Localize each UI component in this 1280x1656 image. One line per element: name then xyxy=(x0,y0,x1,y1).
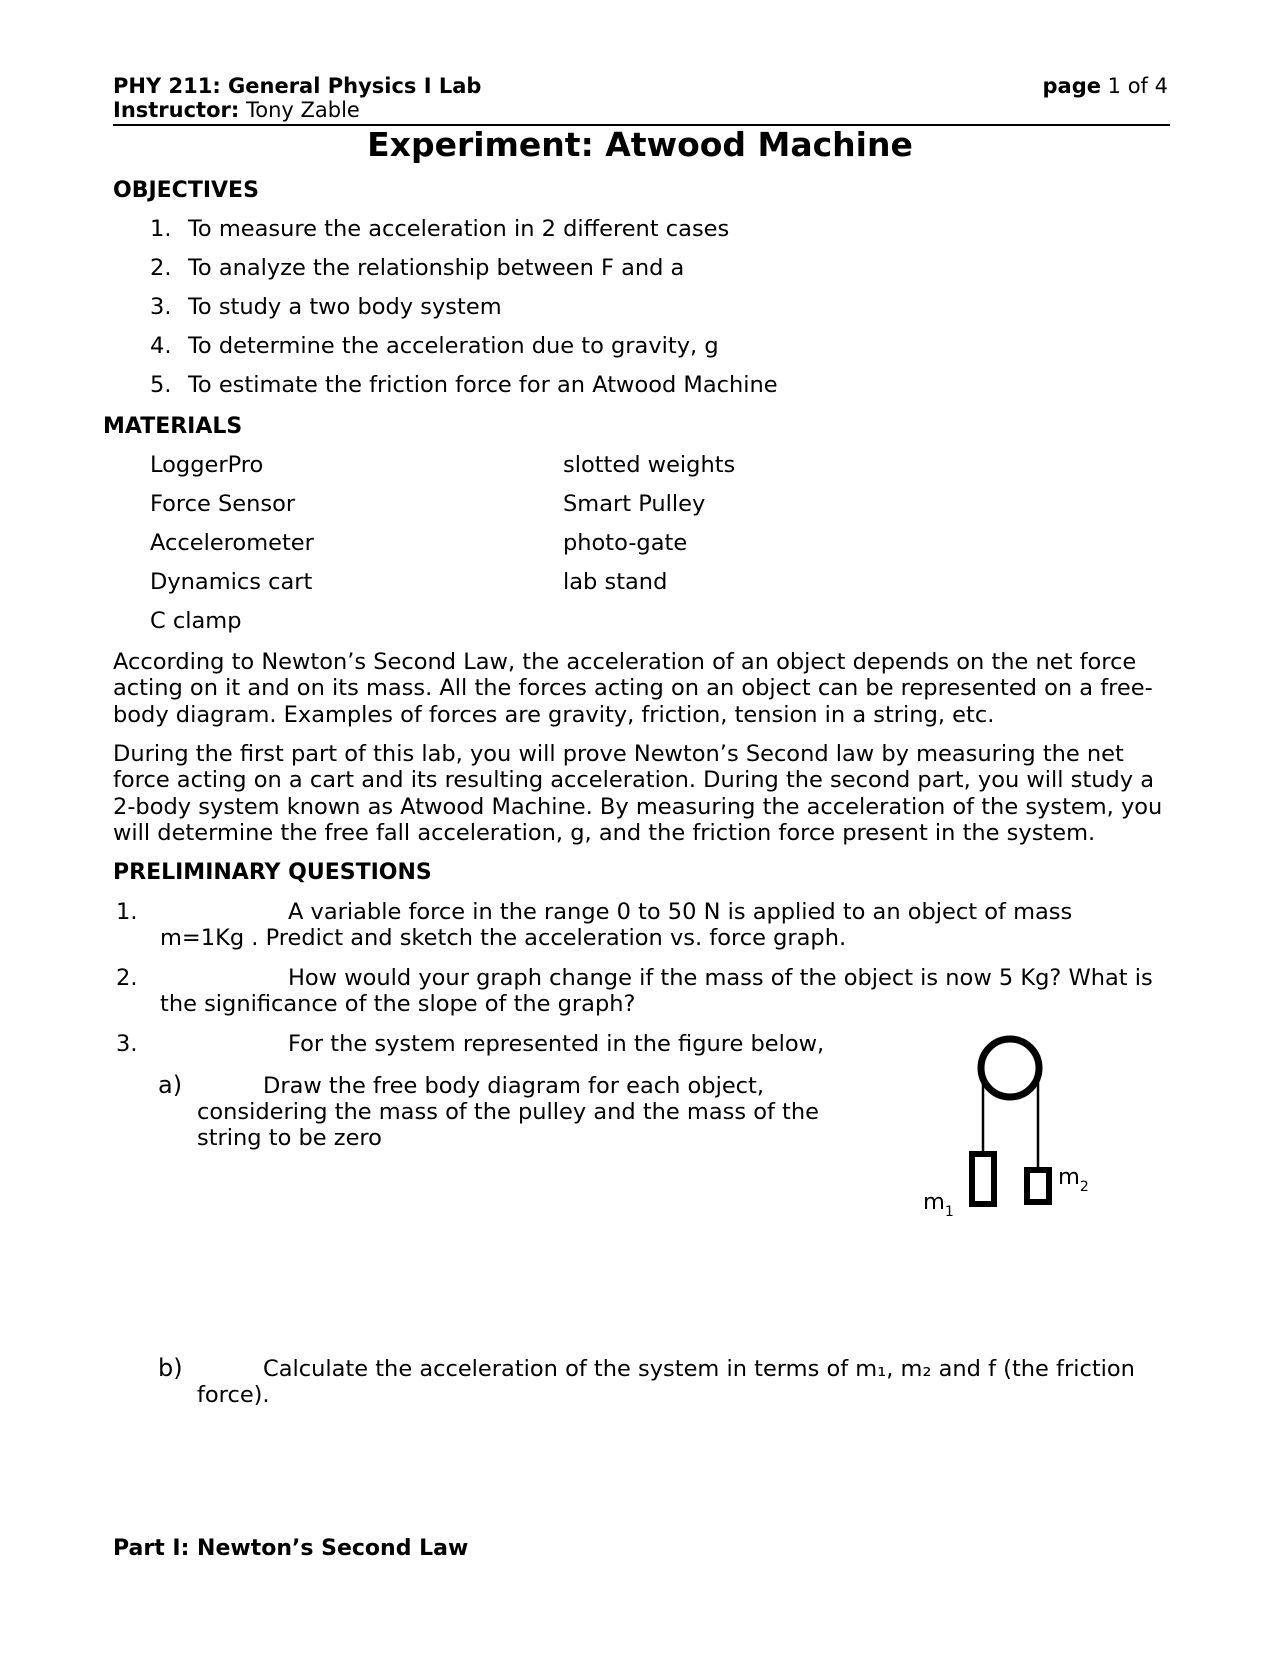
intro-paragraph-2: During the first part of this lab, you will prove Newton’s Second law by measuring the net force acting on a cart and its resulting acceleration. During the second part, you will study a 2-body system known as Atwood Machine. By measuring the acceleration of the system, you will determine the free fall acceleration, g, and the friction force present in the system. xyxy=(113,741,1163,846)
objective-number: 1. xyxy=(150,216,172,242)
material-item: C clamp xyxy=(150,608,242,634)
preliminary-heading: PRELIMINARY QUESTIONS xyxy=(113,860,432,885)
subquestion-text: Draw the free body diagram for each object, xyxy=(263,1073,765,1099)
objectives-heading: OBJECTIVES xyxy=(113,178,259,203)
objective-number: 3. xyxy=(150,294,172,320)
question-text: the significance of the slope of the graph? xyxy=(160,991,636,1017)
material-item: LoggerPro xyxy=(150,452,264,478)
mass-block-m1 xyxy=(972,1154,994,1204)
material-item: slotted weights xyxy=(563,452,736,478)
instructor-name: Tony Zable xyxy=(245,98,360,122)
intro-paragraph-1: According to Newton’s Second Law, the acceleration of an object depends on the net force acting on it and on its mass. All the forces acting on an object can be represented on a free-body diagram. Examples of forces are gravity, friction, tension in a string, etc. xyxy=(113,649,1153,728)
objective-number: 2. xyxy=(150,255,172,281)
subquestion-text: string to be zero xyxy=(197,1125,382,1151)
question-number: 2. xyxy=(116,965,138,991)
objective-text: To measure the acceleration in 2 different cases xyxy=(188,216,730,242)
mass-label-m2-sub: 2 xyxy=(1079,1179,1089,1195)
question-text: For the system represented in the figure below, xyxy=(288,1031,825,1057)
question-number: 1. xyxy=(116,899,138,925)
question-text: m=1Kg . Predict and sketch the acceleration vs. force graph. xyxy=(160,925,847,951)
page-label: page xyxy=(1042,74,1101,98)
course-title: PHY 211: General Physics I Lab xyxy=(113,74,482,98)
objective-number: 5. xyxy=(150,372,172,398)
objective-text: To analyze the relationship between F and a xyxy=(188,255,685,281)
materials-heading: MATERIALS xyxy=(103,414,243,439)
instructor-line xyxy=(113,98,360,122)
material-item: Dynamics cart xyxy=(150,569,313,595)
pulley-wheel xyxy=(981,1039,1039,1097)
material-item: Accelerometer xyxy=(150,530,314,556)
mass-label-m2 xyxy=(1058,1164,1089,1195)
page-number xyxy=(1043,74,1169,98)
material-item: Force Sensor xyxy=(150,491,296,517)
subquestion-text: Calculate the acceleration of the system in terms of m₁, m₂ and f (the friction xyxy=(263,1356,1135,1382)
mass-label-m1 xyxy=(923,1189,954,1220)
subquestion-label: b) xyxy=(158,1354,183,1382)
instructor-label: Instructor: xyxy=(113,98,240,122)
objective-text: To estimate the friction force for an Atwood Machine xyxy=(188,372,778,398)
objective-text: To determine the acceleration due to gravity, g xyxy=(188,333,719,359)
material-item: lab stand xyxy=(563,569,668,595)
objective-text: To study a two body system xyxy=(188,294,502,320)
material-item: photo-gate xyxy=(563,530,688,556)
objective-number: 4. xyxy=(150,333,172,359)
page-count: 1 of 4 xyxy=(1107,74,1168,98)
material-item: Smart Pulley xyxy=(563,491,706,517)
mass-label-m2-letter: m xyxy=(1058,1164,1080,1190)
question-text: A variable force in the range 0 to 50 N is applied to an object of mass xyxy=(288,899,1073,925)
question-text: How would your graph change if the mass of the object is now 5 Kg? What is xyxy=(288,965,1153,991)
part1-heading: Part I: Newton’s Second Law xyxy=(113,1536,469,1561)
mass-block-m2 xyxy=(1027,1170,1049,1202)
subquestion-text: force). xyxy=(197,1382,270,1408)
mass-label-m1-sub: 1 xyxy=(944,1204,954,1220)
mass-label-m1-letter: m xyxy=(923,1189,945,1215)
question-number: 3. xyxy=(116,1031,138,1057)
page-title: Experiment: Atwood Machine xyxy=(367,125,913,164)
subquestion-text: considering the mass of the pulley and the mass of the xyxy=(197,1099,819,1125)
subquestion-label: a) xyxy=(158,1071,183,1099)
